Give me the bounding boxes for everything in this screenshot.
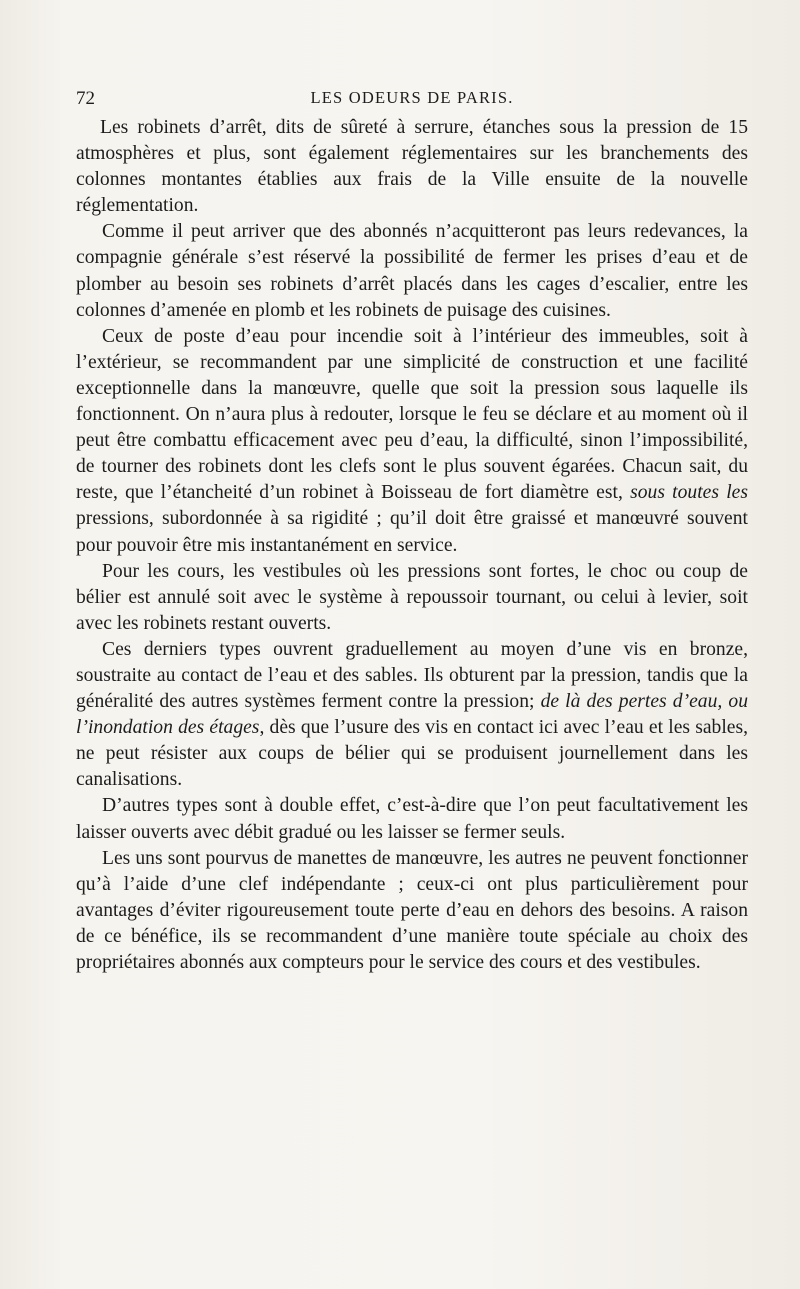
running-title: LES ODEURS DE PARIS. — [310, 88, 514, 107]
paragraph-7: Les uns sont pourvus de manettes de manœuvre, les autres ne peuvent fonctionner qu’à l’aide d’une clef indépendante ; ceux-ci ont plus particulièrement pour avantages d’éviter rigoureusement toute perte d’eau en dehors des besoins. A raison de ce bénéfice, ils se recommandent d’une manière toute spéciale au choix des propriétaires abonnés aux compteurs pour le service des cours et des vestibules. — [76, 847, 748, 973]
paragraph-3 — [76, 324, 748, 559]
paragraph-5-text-before: Ces derniers types ouvrent graduellement au moyen d’une vis en bronze, soustraite au contact de l’eau et des sables. Ils obturent par la pression, tandis que la généralité des autres systèmes ferment contre la pression; — [76, 638, 748, 713]
paragraph-2: Comme il peut arriver que des abonnés n’acquitteront pas leurs redevances, la compagnie générale s’est réservé la possibilité de fermer les prises d’eau et de plomber au besoin ses robinets d’arrêt placés dans les cages d’escalier, entre les colonnes d’amenée en plomb et les robinets de puisage des cuisines. — [76, 221, 748, 321]
page-header — [76, 88, 748, 112]
body-text — [76, 115, 748, 976]
paragraph-5-text-after: , dès que l’usure des vis en contact ici avec l’eau et les sables, ne peut résister aux coups de bélier qui se produisent journellement dans les canalisations. — [76, 717, 748, 791]
paragraph-5 — [76, 637, 748, 794]
paragraph-5-italic: de là des pertes d’eau, ou l’inondation des étages — [76, 691, 748, 739]
paragraph-3-italic: sous toutes les — [630, 482, 748, 504]
paragraph-3-text-before: Ceux de poste d’eau pour incendie soit à l’intérieur des immeubles, soit à l’extérieur, se recommandent par une simplicité de construction et une facilité exceptionnelle dans la manœuvre, quelle que soit la pression sous laquelle ils fonctionnent. On n’aura plus à redouter, lorsque le feu se déclare et au moment où il peut être combattu efficacement avec peu d’eau, la difficulté, sinon l’impossibilité, de tourner des robinets dont les clefs sont le plus souvent égarées. Chacun sait, du reste, que l’étancheité d’un robinet à Boisseau de fort diamètre est, — [76, 325, 748, 504]
paragraph-3-text-after: pressions, subordonnée à sa rigidité ; qu’il doit être graissé et manœuvré souvent pour pouvoir être mis instantanément en service. — [76, 508, 748, 556]
paragraph-1: Les robinets d’arrêt, dits de sûreté à serrure, étanches sous la pression de 15 atmosphères et plus, sont également réglementaires sur les branchements des colonnes montantes établies aux frais de la Ville ensuite de la nouvelle réglementation. — [76, 117, 748, 217]
paragraph-4: Pour les cours, les vestibules où les pressions sont fortes, le choc ou coup de bélier est annulé soit avec le système à repoussoir tournant, ou celui à levier, soit avec les robinets restant ouverts. — [76, 560, 748, 634]
paragraph-6: D’autres types sont à double effet, c’est-à-dire que l’on peut facultativement les laisser ouverts avec débit gradué ou les laisser se fermer seuls. — [76, 795, 748, 843]
page-number: 72 — [76, 88, 95, 109]
